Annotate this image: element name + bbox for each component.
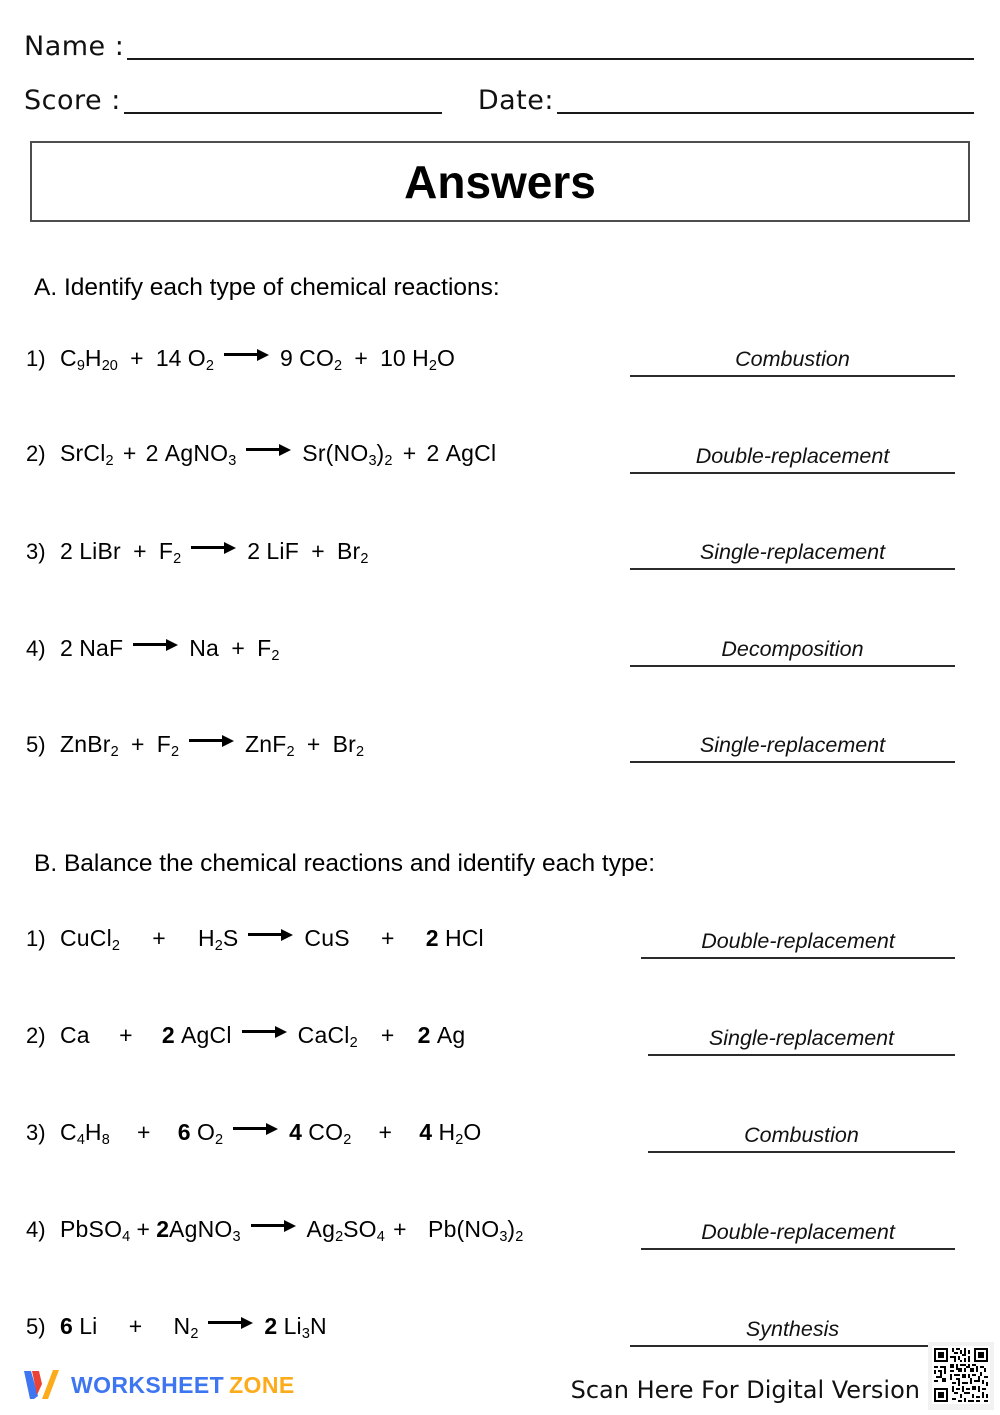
item-number: 4) [26, 636, 46, 661]
equation-body: 6 Li + $N_2$ 2 $Li_3N$ [60, 1313, 327, 1343]
equation-a2 [26, 440, 496, 469]
score-date-field-row [0, 72, 1000, 118]
item-number: 5) [26, 1314, 46, 1339]
worksheet-zone-logo[interactable] [22, 1368, 295, 1402]
equation-body: 2 LiBr + $F_2$ 2 LiF + $Br_2$ [60, 538, 369, 568]
answer-blank-a2[interactable] [630, 430, 955, 474]
equation-body: ZnBr$_2$ + $F_2$ ZnF$_2$ + $Br_2$ [60, 731, 365, 761]
page-footer [0, 1360, 1000, 1415]
reaction-arrow-icon [133, 637, 179, 651]
answer-text: Synthesis [745, 1317, 840, 1342]
answer-blank-a3[interactable] [630, 526, 955, 570]
answer-text: Double-replacement [695, 444, 890, 469]
brand-zone-text: ZONE [229, 1371, 295, 1398]
reaction-arrow-icon [246, 442, 292, 456]
reaction-arrow-icon [224, 347, 270, 361]
qr-code[interactable] [928, 1342, 994, 1410]
reaction-arrow-icon [248, 927, 294, 941]
answer-blank-b3[interactable] [648, 1109, 955, 1153]
equation-a5 [26, 731, 364, 760]
answer-text: Combustion [744, 1123, 859, 1148]
qr-code-image [932, 1346, 990, 1404]
equation-b4 [26, 1216, 523, 1245]
equation-a4 [26, 635, 279, 664]
answer-text: Decomposition [721, 637, 864, 662]
answer-blank-a4[interactable] [630, 623, 955, 667]
date-input-rule[interactable] [557, 111, 974, 114]
equation-body: CuCl$_2$ + $H_2S$ CuS + 2 HCl [60, 925, 484, 955]
answer-blank-b1[interactable] [641, 915, 955, 959]
brand-worksheet-text: WORKSHEET [71, 1371, 225, 1398]
answer-blank-b5[interactable] [630, 1303, 955, 1347]
reaction-arrow-icon [191, 540, 237, 554]
answer-text: Combustion [735, 347, 850, 372]
answer-blank-a5[interactable] [630, 719, 955, 763]
logo-w-icon [22, 1368, 62, 1402]
date-label: Date: [477, 85, 554, 116]
equation-b5 [26, 1313, 327, 1342]
answer-blank-b2[interactable] [648, 1012, 955, 1056]
answer-text: Double-replacement [701, 1220, 895, 1245]
item-number: 1) [26, 346, 46, 371]
brand-name [71, 1372, 295, 1399]
answer-text: Single-replacement [699, 733, 886, 758]
answer-blank-b4[interactable] [641, 1206, 955, 1250]
equation-body: SrCl$_2$ + 2 AgNO$_3$ $Sr(NO_3)_2$ + 2 AgCl [60, 440, 497, 470]
section-a-heading: A. Identify each type of chemical reactions: [34, 274, 500, 301]
equation-b1 [26, 925, 484, 954]
page-title: Answers [404, 155, 596, 208]
answer-text: Single-replacement [708, 1026, 895, 1051]
equation-b3 [26, 1119, 481, 1148]
item-number: 5) [26, 732, 46, 757]
reaction-arrow-icon [251, 1218, 297, 1232]
equation-b2 [26, 1022, 465, 1051]
answer-text: Single-replacement [699, 540, 886, 565]
answer-text: Double-replacement [701, 929, 895, 954]
item-number: 4) [26, 1217, 46, 1242]
item-number: 2) [26, 1023, 46, 1048]
name-field-row [0, 18, 1000, 64]
name-input-rule[interactable] [127, 57, 974, 60]
section-b-heading: B. Balance the chemical reactions and identify each type: [34, 850, 656, 877]
score-input-rule[interactable] [124, 111, 442, 114]
equation-body: $C_4H_8$ + 6 $O_2$ 4 $CO_2$ + 4 $H_2O$ [60, 1119, 482, 1149]
name-label: Name : [24, 31, 125, 62]
item-number: 2) [26, 441, 46, 466]
equation-body: PbSO$_4$ + 2 AgNO$_3$ $Ag_2SO_4$ + $Pb(NO_3)_2$ [60, 1216, 524, 1246]
equation-body: 2 NaF Na + $F_2$ [60, 635, 280, 665]
answers-title-box [30, 141, 970, 222]
score-label: Score : [24, 85, 121, 116]
reaction-arrow-icon [208, 1315, 254, 1329]
equation-a1 [26, 345, 455, 374]
item-number: 3) [26, 539, 46, 564]
answer-blank-a1[interactable] [630, 333, 955, 377]
equation-a3 [26, 538, 368, 567]
student-info-header [0, 0, 1000, 118]
equation-body: Ca + 2 AgCl CaCl$_2$ + 2 Ag [60, 1022, 466, 1052]
reaction-arrow-icon [233, 1121, 279, 1135]
item-number: 1) [26, 926, 46, 951]
item-number: 3) [26, 1120, 46, 1145]
scan-instruction-text: Scan Here For Digital Version [570, 1376, 920, 1404]
reaction-arrow-icon [189, 733, 235, 747]
equation-body: $C_9H_{20}$ + 14 $O_2$ 9 $CO_2$ + 10 $H_2O$ [60, 345, 456, 375]
reaction-arrow-icon [242, 1024, 288, 1038]
